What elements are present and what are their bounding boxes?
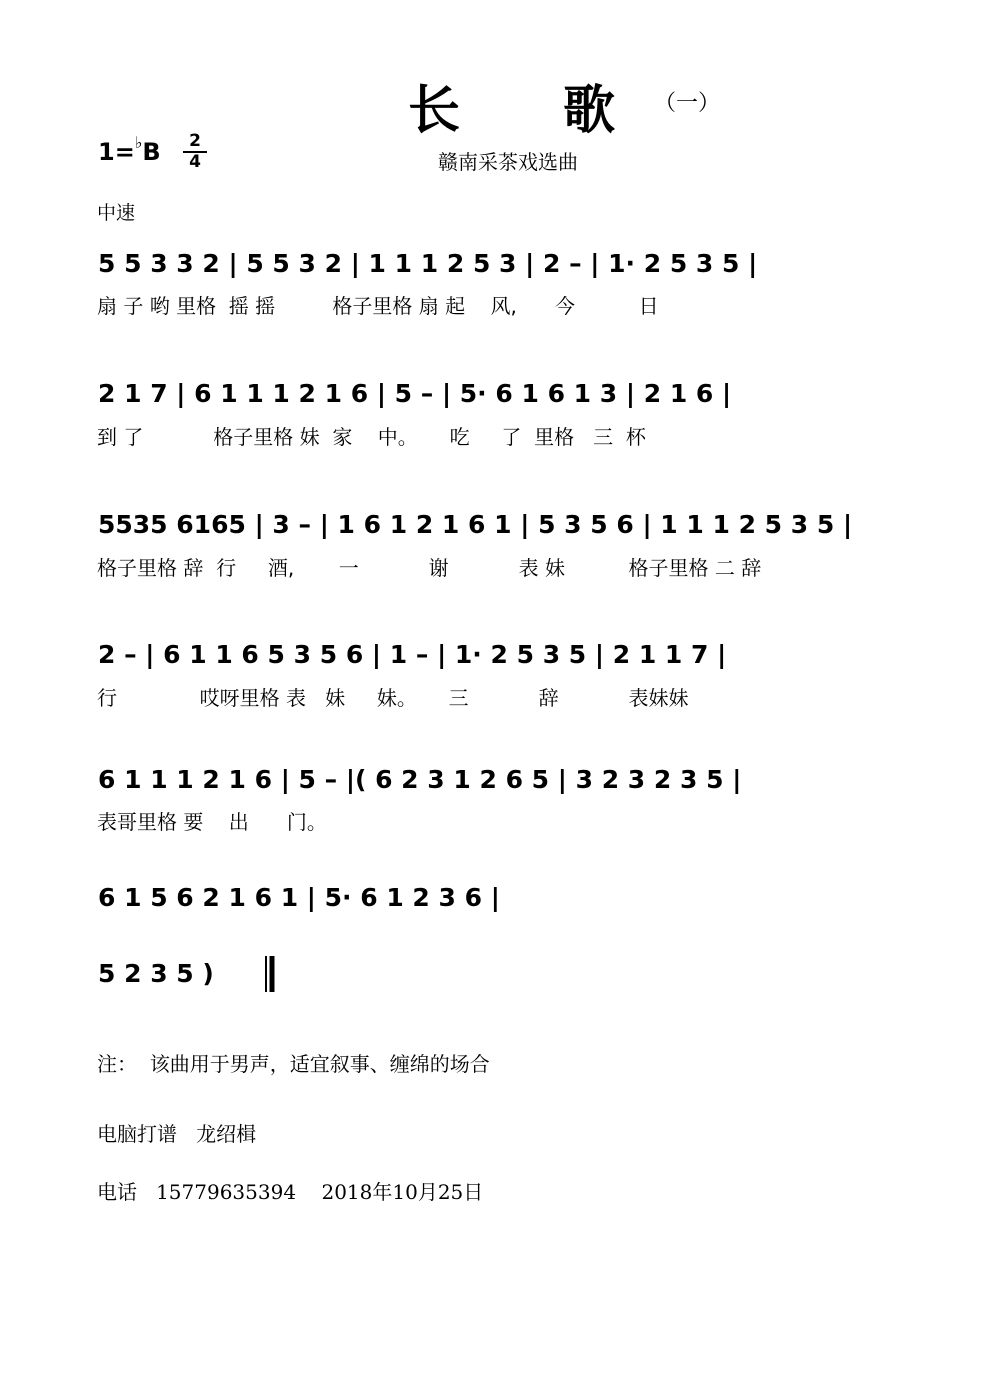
source-label: 赣南采茶戏选曲 [438, 150, 578, 174]
flat-icon: ♭ [134, 133, 143, 152]
score-line-2: 2 1 7 | 6 1 1 1 2 1 6 | 5 – | 5· 6 1 6 1 3 | 2 1 6 | [98, 379, 732, 408]
lyric-line-1: 扇 子 哟 里格 摇 摇 格子里格 扇 起 风, 今 日 [97, 294, 659, 318]
score-line-7: 5 2 3 5 ) [98, 959, 214, 988]
score-line-5: 6 1 1 1 2 1 6 | 5 – |( 6 2 3 1 2 6 5 | 3 2 3 2 3 5 | [98, 765, 742, 794]
lyric-line-4: 行 哎呀里格 表 妹 妹。 三 辞 表妹妹 [97, 686, 689, 710]
arranger-credit: 电脑打谱 龙绍楫 [97, 1122, 257, 1146]
score-line-6: 6 1 5 6 2 1 6 1 | 5· 6 1 2 3 6 | [98, 883, 500, 912]
score-line-1: 5 5 3 3 2 | 5 5 3 2 | 1 1 1 2 5 3 | 2 – | 1· 2 5 3 5 | [98, 249, 758, 278]
title-subtitle: （一） [654, 91, 721, 116]
meter-bottom: 4 [189, 152, 201, 172]
contact-info: 电话 15779635394 2018年10月25日 [97, 1180, 484, 1204]
tempo-marking: 中速 [97, 202, 136, 224]
lyric-line-2: 到 了 格子里格 妹 家 中。 吃 了 里格 三 杯 [97, 425, 646, 449]
title-char-1: 长 [408, 80, 461, 141]
score-line-3: 5535 6165 | 3 – | 1 6 1 2 1 6 1 | 5 3 5 6 | 1 1 1 2 5 3 5 | [98, 510, 853, 539]
performance-note: 注： 该曲用于男声，适宜叙事、缠绵的场合 [97, 1052, 490, 1076]
lyric-line-3: 格子里格 辞 行 酒, 一 谢 表 妹 格子里格 二 辞 [97, 556, 762, 580]
lyric-line-5: 表哥里格 要 出 门。 [97, 810, 327, 834]
title-char-2: 歌 [563, 80, 616, 141]
key-note: B [142, 138, 161, 166]
meter-top: 2 [189, 131, 201, 151]
score-line-4: 2 – | 6 1 1 6 5 3 5 6 | 1 – | 1· 2 5 3 5 | 2 1 1 7 | [98, 640, 727, 669]
key-label: 1= [98, 138, 135, 166]
